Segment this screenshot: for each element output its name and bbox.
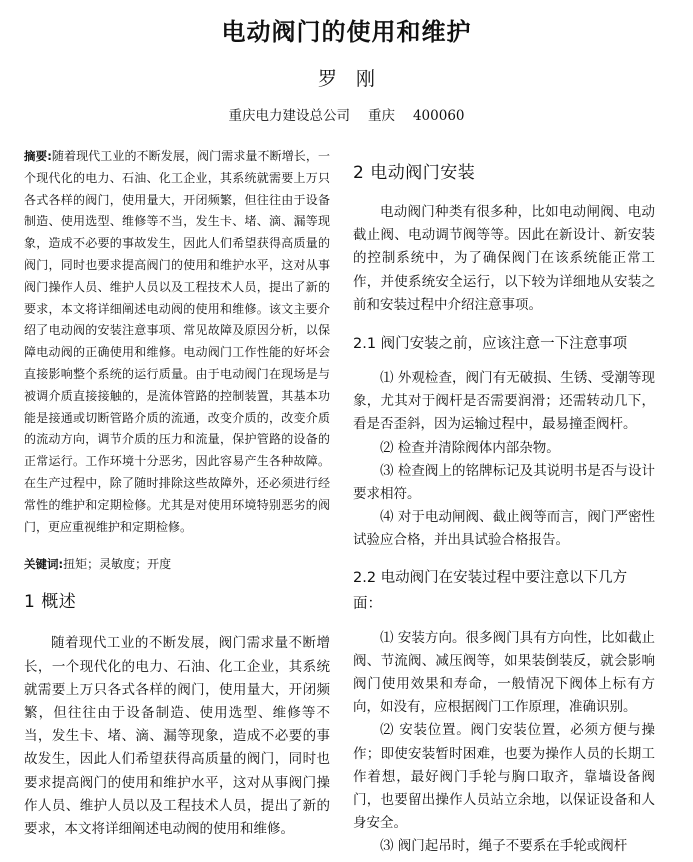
- section-2-2-item: ⑴ 安装方向。很多阀门具有方向性，比如截止阀、节流阀、减压阀等，如果装倒装反，就会影响阀门使用效果和寿命，一般情况下阀体上标有方向，如没有，应根据阀门工作原理，准确识别。: [353, 629, 655, 716]
- affiliation-city: 重庆: [367, 108, 395, 124]
- left-column: [24, 146, 330, 841]
- abstract-label: 摘要:: [24, 149, 52, 163]
- section-2-1-item: ⑷ 对于电动闸阀、截止阀等而言，阀门严密性试验应合格，并出具试验合格报告。: [353, 509, 655, 549]
- keywords-label: 关键词:: [24, 557, 64, 572]
- abstract-text: 随着现代工业的不断发展，阀门需求量不断增长，一个现代化的电力、石油、化工企业，其系统就需要上万只各式各样的阀门，使用量大，开闭频繁，但往往由于设备制造、使用选型、维修等不当，发生卡、堵、滴、漏等现象，造成不必要的事故发生，因此人们希望获得高质量的阀门，同时也要求提高阀门的使用和维护水平，这对从事阀门操作人员、维护人员以及工程技术人员，提出了新的要求，本文将详细阐述电动阀的使用和维修。该文主要介绍了电动阀的安装注意事项、常见故障及原因分析，以保障电动阀的正确使用和维修。电动阀门工作性能的好坏会直接影响整个系统的运行质量。由于电动阀门在现场是与被调介质直接接触的，是流体管路的控制装置，其基本功能是接通或切断管路介质的流通，改变介质的，改变介质的流动方向，调节介质的压力和流量，保护管路的设备的正常运行。工作环境十分恶劣，因此容易产生各种故障。在生产过程中，除了随时排除这些故障外，还必须进行经常性的维护和定期检修。尤其是对使用环境特别恶劣的阀门，更应重视维护和定期检修。: [24, 149, 330, 534]
- keywords-text: 扭矩；灵敏度；开度: [63, 557, 172, 572]
- keywords: [24, 554, 330, 574]
- affiliation: [0, 104, 693, 124]
- author-name: 罗 刚: [317, 68, 375, 90]
- section-2-2-heading: 2.2 电动阀门在安装过程中要注意以下几方面：: [353, 569, 628, 612]
- section-2-2-item: ⑵ 安装位置。阀门安装位置，必须方便与操作；即使安装暂时困难，也要为操作人员的长期工作着想，最好阀门手轮与胸口取齐，靠墙设备阀门，也要留出操作人员站立余地，以保证设备和人身安全。: [353, 722, 655, 832]
- paper-title: 电动阀门的使用和维护: [221, 18, 472, 46]
- affiliation-postcode: 400060: [412, 108, 465, 124]
- right-column: [353, 146, 655, 859]
- section-2-2-item: ⑶ 阀门起吊时，绳子不要系在手轮或阀杆: [380, 838, 628, 855]
- section-1-paragraph: 随着现代工业的不断发展，阀门需求量不断增长，一个现代化的电力、石油、化工企业，其系统就需要上万只各式各样的阀门，使用量大，开闭频繁，但往往由于设备制造、使用选型、维修等不当，发生卡、堵、滴、漏等现象，造成不必要的事故发生，因此人们希望获得高质量的阀门，同时也要求提高阀门的使用和维护水平，这对从事阀门操作人员、维护人员以及工程技术人员，提出了新的要求，本文将详细阐述电动阀的使用和维修。: [24, 635, 330, 837]
- section-2-1-item: ⑴ 外观检查，阀门有无破损、生锈、受潮等现象，尤其对于阀杆是否需要润滑；还需转动几下，看是否歪斜，因为运输过程中，最易撞歪阀杆。: [353, 370, 655, 433]
- section-2-1-item: ⑵ 检查并清除阀体内部杂物。: [380, 439, 560, 456]
- section-2-1-heading: 2.1 阀门安装之前，应该注意一下注意事项: [353, 336, 628, 353]
- section-1-heading: 1 概述: [24, 592, 77, 613]
- section-2-2-list: [353, 627, 655, 859]
- section-2-paragraph: 电动阀门种类有很多种，比如电动闸阀、电动截止阀、电动调节阀等等。因此在新设计、新安装的控制系统中，为了确保阀门在该系统能正常工作，并使系统安全运行，以下较为详细地从安装之前和安装过程中介绍注意事项。: [353, 204, 655, 313]
- abstract: [24, 146, 330, 538]
- section-2-1-item: ⑶ 检查阀上的铭牌标记及其说明书是否与设计要求相符。: [353, 462, 655, 503]
- section-2-1-list: [353, 367, 655, 553]
- affiliation-org: 重庆电力建设总公司: [228, 108, 350, 124]
- section-2-heading: 2 电动阀门安装: [353, 163, 476, 183]
